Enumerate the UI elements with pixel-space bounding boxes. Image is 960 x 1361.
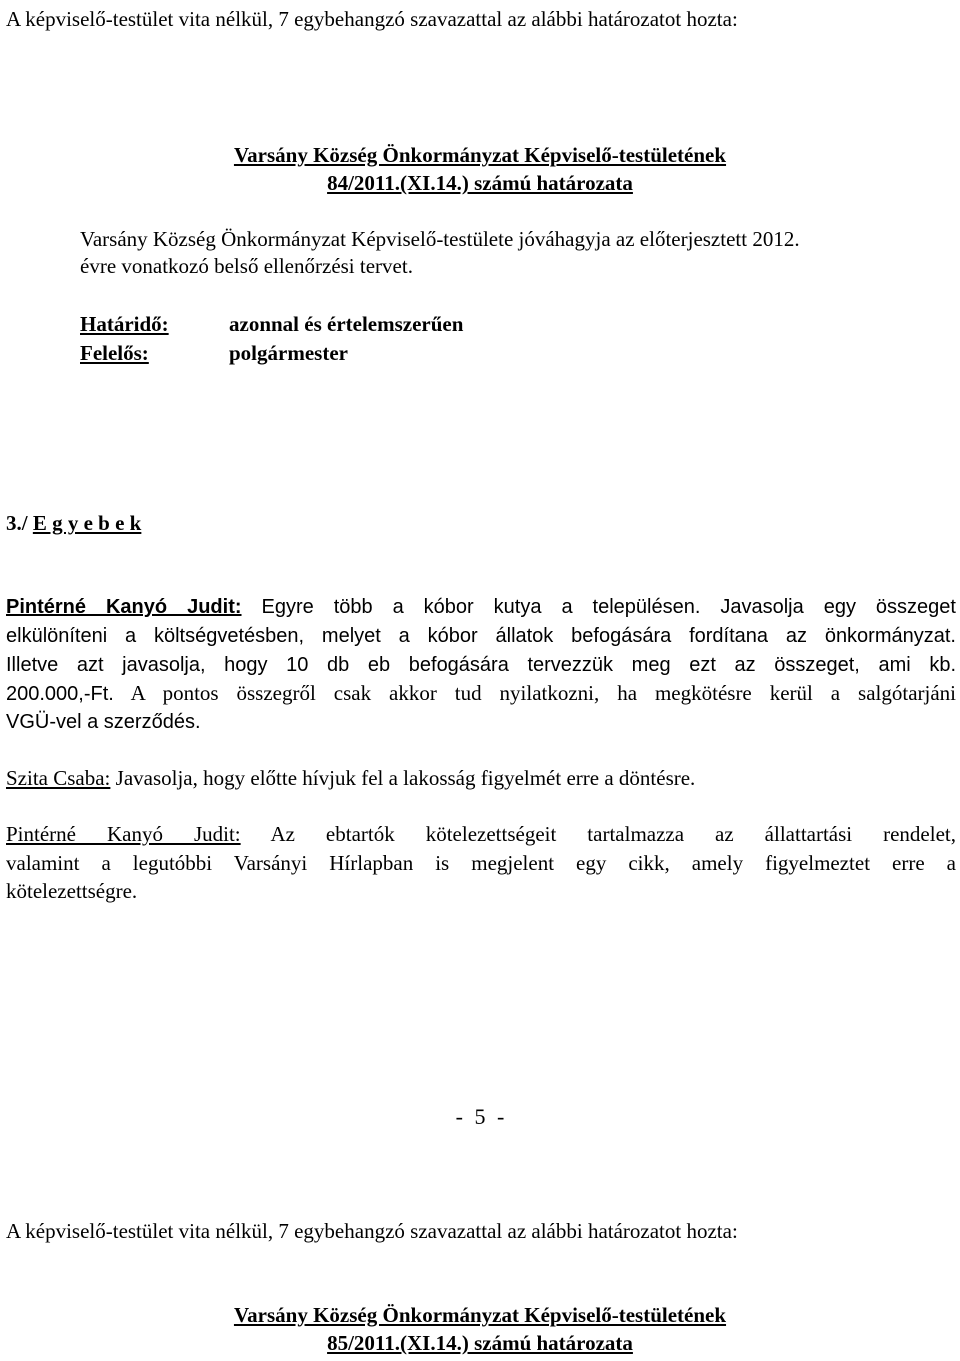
resolution-number: 85/2011.(XI.14.) számú határozata	[327, 1331, 633, 1355]
resolution-title: Varsány Község Önkormányzat Képviselő-testületének	[233, 143, 727, 167]
section-heading	[6, 510, 141, 536]
responsible-label: Felelős:	[80, 341, 149, 365]
responsible-value: polgármester	[229, 341, 348, 365]
paragraph-line: valamint a legutóbbi Varsányi Hírlapban is megjelent egy cikk, amely figyelmeztet erre a	[6, 851, 956, 875]
resolution-body-line: Varsány Község Önkormányzat Képviselő-testülete jóváhagyja az előterjesztett 2012.	[80, 227, 800, 251]
amount-text: 200.000,-Ft.	[6, 683, 114, 705]
paragraph-line: VGÜ-vel a szerződés.	[6, 711, 201, 733]
page-number: - 5 -	[455, 1104, 505, 1129]
resolution-number: 84/2011.(XI.14.) számú határozata	[327, 171, 633, 195]
paragraph-text: A pontos összegről csak akkor tud nyilatkozni, ha megkötésre kerül a salgótarjáni	[130, 681, 956, 705]
resolution-title: Varsány Község Önkormányzat Képviselő-testületének	[233, 1303, 727, 1327]
deadline-value: azonnal és értelemszerűen	[229, 312, 464, 336]
paragraph-line: elkülöníteni a költségvetésben, melyet a kóbor állatok befogására fordítana az önkormányzat.	[6, 625, 956, 647]
section-title: E g y e b e k	[32, 511, 142, 535]
paragraph-text: Javasolja, hogy előtte hívjuk fel a lakosság figyelmét erre a döntésre.	[115, 766, 696, 790]
resolution-intro: A képviselő-testület vita nélkül, 7 egybehangzó szavazattal az alábbi határozatot hozta:	[6, 1219, 738, 1243]
paragraph-text: Az ebtartók kötelezettségeit tartalmazza az állattartási rendelet,	[270, 822, 956, 846]
speaker-name: Pintérné Kanyó Judit:	[6, 596, 242, 618]
speaker-name: Szita Csaba:	[6, 766, 111, 790]
paragraph-line	[6, 594, 956, 620]
resolution-body-line: évre vonatkozó belső ellenőrzési tervet.	[80, 254, 413, 278]
paragraph-line	[6, 821, 956, 847]
deadline-label: Határidő:	[80, 312, 169, 336]
paragraph-line	[6, 680, 956, 707]
paragraph-line: kötelezettségre.	[6, 879, 138, 903]
paragraph-line: Illetve azt javasolja, hogy 10 db eb befogására tervezzük meg ezt az összeget, ami kb.	[6, 654, 956, 676]
section-number: 3./	[6, 511, 28, 535]
paragraph-text: Egyre több a kóbor kutya a településen. Javasolja egy összeget	[261, 596, 956, 618]
paragraph-line	[6, 765, 695, 791]
resolution-intro: A képviselő-testület vita nélkül, 7 egybehangzó szavazattal az alábbi határozatot hozta:	[6, 7, 738, 31]
speaker-name: Pintérné Kanyó Judit:	[6, 822, 241, 846]
